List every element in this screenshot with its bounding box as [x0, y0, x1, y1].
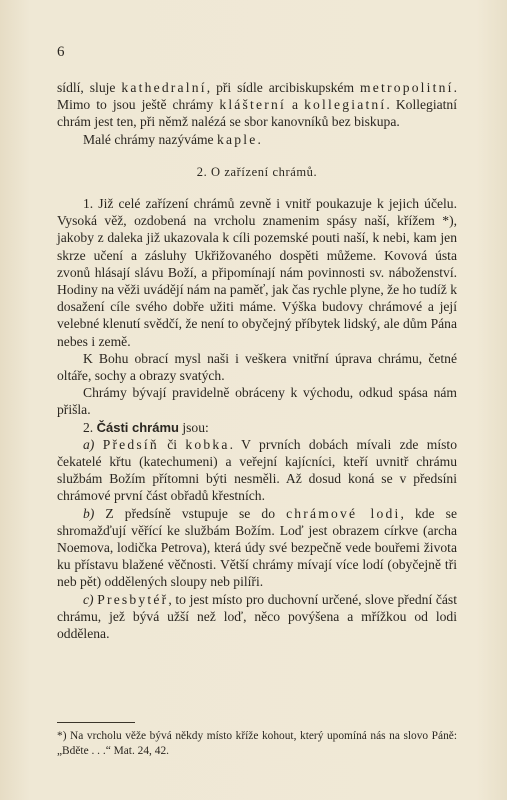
intro-text: sídlí, sluje [57, 80, 122, 95]
item-c [57, 591, 457, 643]
item-label: a) [83, 436, 95, 452]
kaple-line [57, 131, 457, 148]
paragraph-3: Chrámy bývají pravidelně obráceny k východu, odkud spása nám přišla. [57, 385, 457, 418]
footnote: *) Na vrcholu věže bývá někdy místo kříže kohout, který upomíná nás na slovo Páně: „Bděte . . .“ Mat. 24, 42. [57, 730, 457, 757]
paragraph-4 [57, 419, 457, 436]
item-b [57, 505, 457, 591]
item-text: Z předsíně vstupuje se do [94, 505, 287, 521]
intro-text: . Mimo to jsou ještě chrámy [57, 80, 457, 113]
item-number: 2. [83, 419, 97, 435]
item-text: , kde se shromažďují věřící ke službám Božím. Loď jest obrazem církve (archa Noemova, lodička Petrova), která údy své bezpečně vede bouřemi života ku přístavu blažené věčnosti. Větší chrámy mívají více lodí (obyčejně tři neb pět) oddělených sloupy neb pilíři. [57, 505, 457, 590]
intro-text: Malé chrámy nazýváme [83, 131, 217, 147]
section-heading: 2. O zařízení chrámů. [196, 164, 318, 179]
item-label: b) [83, 505, 95, 521]
term-metropolitni: metropolitní [359, 80, 454, 95]
term-kobka: kobka [185, 436, 230, 452]
term-kathedralni: kathedralní [121, 80, 207, 95]
item-text: . V prvních dobách mívali zde místo čekatelé křtu (katechumeni) a veřejní kajícníci, kteří uvnitř chrámu službám Božím přítomni býti nesměli. Až dosud koná se v předsíni chrámové první část obřadů křestních. [57, 436, 457, 504]
term-kollegiatni: kollegiatní [304, 97, 387, 113]
page-body [57, 79, 457, 642]
item-text: , to jest místo pro duchovní určené, slove přední část chrámu, jež bývá užší než loď, něco povýšena a mřížkou od lodi oddělena. [57, 591, 457, 642]
item-label: c) [83, 591, 94, 607]
intro-text: . [257, 131, 261, 147]
intro-text: . Kollegiatní chrám jest ten, při němž nalézá se sbor kanovníků bez biskupa. [57, 97, 457, 130]
term-chramove-lodi: chrámové lodi [286, 505, 401, 521]
page-number: 6 [57, 44, 65, 60]
intro-text: , při sídle arcibiskupském [206, 80, 355, 95]
intro-paragraph [57, 79, 457, 131]
term-kaple: kaple [217, 131, 258, 147]
term-predsin: Předsíň [102, 436, 159, 452]
paragraph-1: 1. Již celé zařízení chrámů zevně i vnitř poukazuje k jejich účelu. Vysoká věž, ozdobená na vrcholu znamenim spásy naší, křížem *), jakoby z daleka již ukazovala k cíli pozemské pouti naší, k nebi, kam jen skrze učení a zásluhy Ukřižovaného dospěti můžeme. Kovová ústa zvonů hlásají slávu Boží, a připomínají nám povinnosti sv. náboženství. Hodiny na věži uvádějí nám na paměť, jak čas rychle plyne, že ho tudíž k dosažení cíle svého dobře užiti máme. Výška budovy chrámové a její velebné klenutí svědčí, že není to obyčejný příbytek lidský, ale dům Pána nebes i země. [57, 196, 457, 349]
footnote-rule [57, 722, 135, 723]
intro-text: a [291, 97, 305, 113]
paragraph-2: K Bohu obrací mysl naši i veškera vnitřní úprava chrámu, četné oltáře, sochy a obrazy svatých. [57, 350, 457, 384]
item-a [57, 436, 457, 505]
item-text: či [158, 436, 186, 452]
term-presbyter: Presbytéř [97, 591, 169, 607]
term-klasterni: klášterní [219, 97, 286, 113]
parts-heading: Části chrámu [96, 419, 179, 435]
parts-text: jsou: [178, 419, 209, 435]
